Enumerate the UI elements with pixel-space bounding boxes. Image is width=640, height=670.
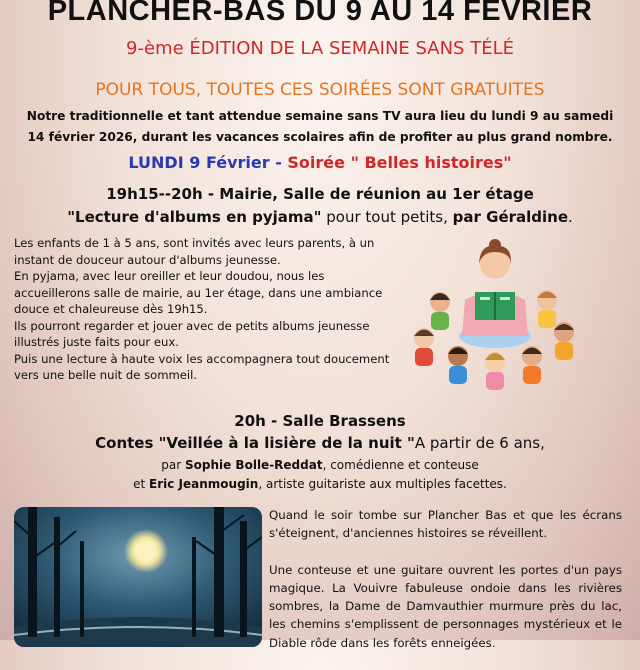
night-forest-photo (14, 507, 262, 647)
free-events-line: POUR TOUS, TOUTES CES SOIRÉES SONT GRATUITES (95, 80, 545, 100)
intro-text: Notre traditionnelle et tant attendue semaine sans TV aura lieu du lundi 9 au samedi 14 février 2026, durant les vacances scolaires afin de profiter au plus grand nombre. (26, 109, 614, 144)
event1-paragraph: Puis une lecture à haute voix les accompagnera tout doucement vers une belle nuit de sommeil. (14, 351, 390, 382)
event2-performers (0, 456, 640, 494)
event1-title-bold: "Lecture d'albums en pyjama" (67, 208, 322, 226)
performer-line-2 (0, 475, 640, 494)
event1-paragraph: En pyjama, avec leur oreiller et leur doudou, nous les accueillerons salle de mairie, au 1er étage, dans une ambiance douce et chaleureuse dès 19h15. (14, 269, 383, 316)
edition-line: 9-ème ÉDITION DE LA SEMAINE SANS TÉLÉ (126, 38, 514, 59)
performer-name: Sophie Bolle-Reddat (184, 458, 323, 472)
event2-title-rest: A partir de 6 ans, (414, 434, 545, 452)
performer-name: Eric Jeanmougin (149, 477, 259, 491)
performer-prefix: et (133, 477, 150, 491)
performer-prefix: par (161, 458, 185, 472)
event2-time-place: 20h - Salle Brassens (234, 412, 406, 430)
performer-line-1 (0, 456, 640, 475)
reading-illustration (402, 238, 588, 398)
poster-title: PLANCHER-BAS DU 9 AU 14 FEVRIER (47, 0, 593, 27)
day-separator: - (269, 153, 288, 172)
event1-paragraph: Ils pourront regarder et jouer avec de petits albums jeunesse illustrés juste faits pour eux. (14, 318, 370, 349)
day-heading (0, 152, 640, 174)
event1-title-mid: pour tout petits, (321, 208, 453, 226)
event2-description (269, 506, 622, 670)
event2-title-bold: Contes "Veillée à la lisière de la nuit " (95, 434, 415, 452)
event1-paragraph: Les enfants de 1 à 5 ans, sont invités avec leurs parents, à un instant de douceur autour d'albums jeunesse. (14, 236, 375, 267)
event1-time-place: 19h15--20h - Mairie, Salle de réunion au 1er étage (106, 185, 534, 203)
event1-title-end: . (568, 208, 573, 226)
event2-paragraph: Quand le soir tombe sur Plancher Bas et que les écrans s'éteignent, d'anciennes histoires se réveillent. (269, 508, 622, 541)
day-label: LUNDI 9 Février (128, 153, 270, 172)
event2-title (0, 432, 640, 454)
event2-paragraph: Une conteuse et une guitare ouvrent les portes d'un pays magique. La Vouivre fabuleuse ondoie dans les rivières sombres, la Dame de Damvauthier murmure près du lac, les chemins s'emplissent de personnages mystérieux et le Diable rôde dans les forêts enneigées. (269, 562, 622, 650)
event1-title-by: par Géraldine (452, 208, 569, 226)
event1-title (0, 206, 640, 228)
event1-description (14, 235, 399, 384)
day-theme: Soirée " Belles histoires" (287, 153, 512, 172)
performer-role: , artiste guitariste aux multiples facettes. (258, 477, 507, 491)
performer-role: , comédienne et conteuse (322, 458, 479, 472)
